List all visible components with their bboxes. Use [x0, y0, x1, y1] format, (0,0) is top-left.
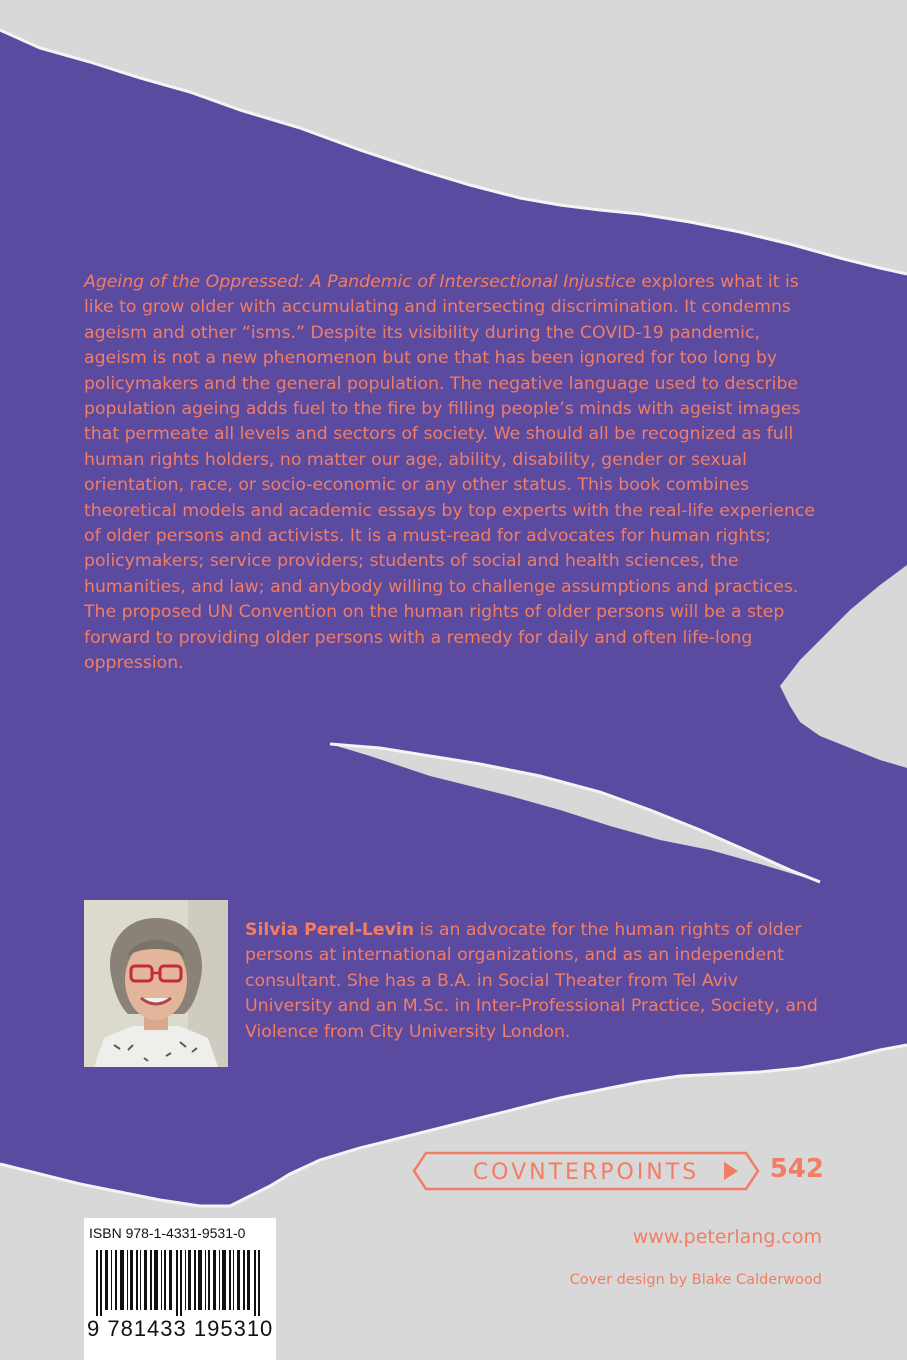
- cover-credit: Cover design by Blake Calderwood: [569, 1272, 822, 1288]
- isbn-barcode: [84, 1218, 276, 1360]
- book-description: [84, 270, 824, 677]
- series-block: [412, 1151, 824, 1191]
- barcode-bars: [92, 1250, 268, 1316]
- play-triangle-icon: [724, 1162, 738, 1180]
- book-title: Ageing of the Oppressed: A Pandemic of Intersectional Injustice: [84, 272, 636, 292]
- barcode-digits: 9 781433 195310: [87, 1316, 274, 1341]
- author-photo: [84, 900, 228, 1067]
- author-name: Silvia Perel-Levin: [245, 920, 415, 940]
- series-name: COVNTERPOINTS: [472, 1160, 700, 1185]
- author-bio-text: is an advocate for the human rights of older persons at international organizations, and as an independent consultant. She has a B.A. in Social Theater from Tel Aviv University and an M.Sc. in Inter-Professional Practice, Society, and Violence from City University London.: [245, 920, 818, 1042]
- publisher-website: www.peterlang.com: [632, 1226, 822, 1248]
- series-number: 542: [769, 1154, 824, 1184]
- author-bio: [245, 918, 825, 1045]
- description-text: explores what it is like to grow older with accumulating and intersecting discrimination. It condemns ageism and other “isms.” Despite its visibility during the COVID-19 pandemic, ageism is not a new phenomenon but one that has been ignored for too long by policymakers and the general population. The negative language used to describe population ageing adds fuel to the fire by filling people’s minds with ageist images that permeate all levels and sectors of society. We should all be recognized as full human rights holders, no matter our age, ability, disability, gender or sexual orientation, race, or socio-economic or any other status. This book combines theoretical models and academic essays by top experts with the real-life experience of older persons and activists. It is a must-read for advocates for human rights; policymakers; service providers; students of social and health sciences, the humanities, and law; and anybody willing to challenge assumptions and practices. The proposed UN Convention on the human rights of older persons will be a step forward to providing older persons with a remedy for daily and often life-long oppression.: [84, 272, 816, 674]
- isbn-label: ISBN 978-1-4331-9531-0: [89, 1225, 246, 1241]
- counterpoints-logo: [412, 1151, 760, 1191]
